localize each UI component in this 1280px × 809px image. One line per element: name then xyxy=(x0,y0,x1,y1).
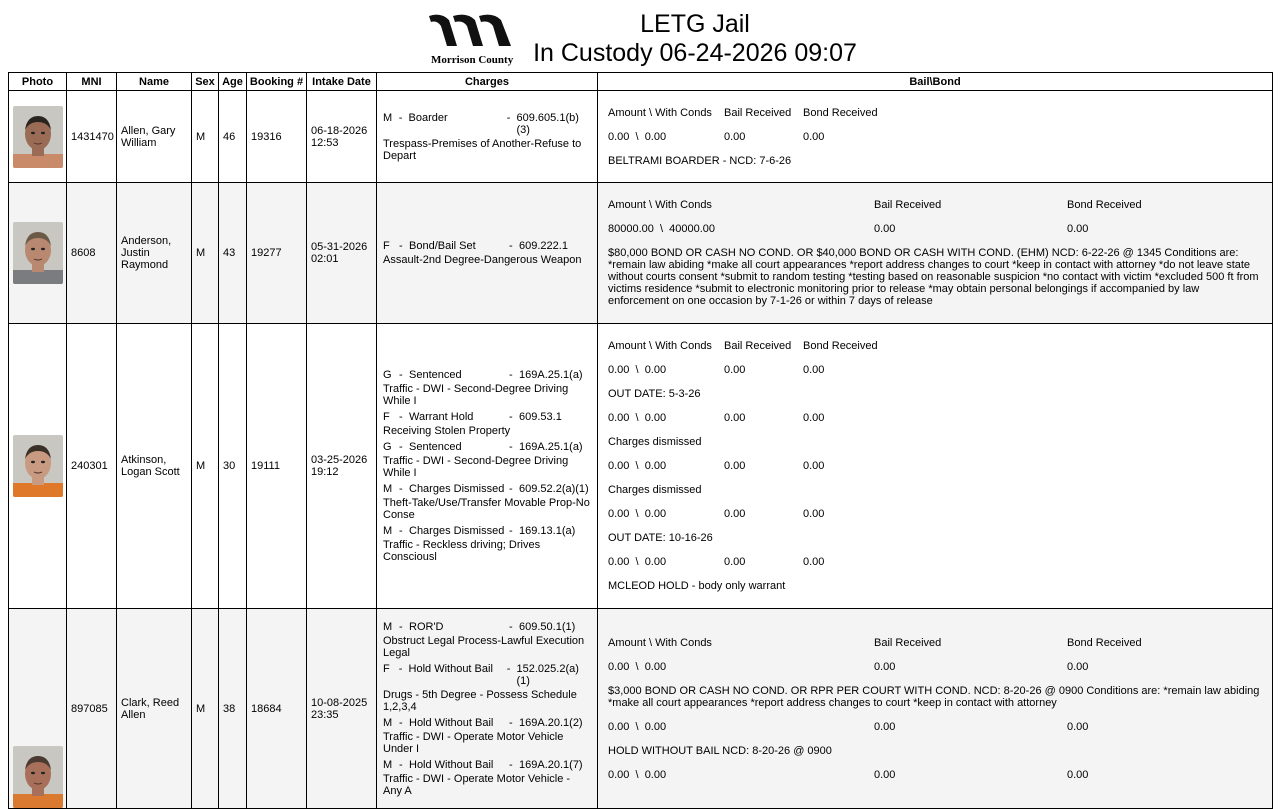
booking-value: 19277 xyxy=(251,247,282,259)
mugshot-image[interactable] xyxy=(13,222,63,284)
separator: - xyxy=(399,411,403,423)
bail-labels-row xyxy=(608,199,1262,211)
photo-cell xyxy=(9,183,67,324)
booking-cell xyxy=(247,183,307,324)
mni-cell xyxy=(67,91,117,183)
age-value: 46 xyxy=(223,130,236,143)
bail-bail-value: 0.00 xyxy=(724,556,746,568)
intake-date-cell xyxy=(307,183,377,324)
charge-type: Boarder xyxy=(408,111,448,124)
charge-statute: 169A.20.1(7) xyxy=(519,758,583,771)
bail-label-bail: Bail Received xyxy=(874,636,942,649)
sex-cell xyxy=(192,183,219,324)
booking-value: 18684 xyxy=(251,702,282,715)
bail-bond-value: 0.00 xyxy=(803,364,825,376)
bail-labels-row xyxy=(608,107,1262,119)
bail-note: Charges dismissed xyxy=(608,484,702,496)
col-header-age[interactable]: Age xyxy=(219,73,247,91)
charge-item xyxy=(383,369,591,407)
charge-header xyxy=(383,525,591,537)
name-value: Atkinson, Logan Scott xyxy=(121,454,180,478)
charge-header xyxy=(383,441,591,453)
name-cell xyxy=(117,91,192,183)
bail-amount-value: 0.00 \ 0.00 xyxy=(608,768,667,781)
bail-amount-value: 0.00 \ 0.00 xyxy=(608,556,667,568)
bail-bail-value: 0.00 xyxy=(874,768,896,781)
charge-header xyxy=(383,759,591,771)
age-cell xyxy=(219,609,247,809)
bail-values-row xyxy=(608,508,1262,520)
bail-bond-value: 0.00 xyxy=(803,556,825,568)
bail-bail-value: 0.00 xyxy=(874,720,896,733)
name-value: Anderson, Justin Raymond xyxy=(121,235,172,271)
charge-type: Charges Dismissed xyxy=(409,525,505,537)
inmate-row xyxy=(9,91,1273,183)
bail-values-row xyxy=(608,131,1262,143)
intake-date: 10-08-2025 xyxy=(311,696,368,709)
charge-statute: 169A.25.1(a) xyxy=(519,441,583,453)
charge-level: M xyxy=(383,716,393,729)
inmate-row xyxy=(9,324,1273,609)
charge-header xyxy=(383,369,591,381)
charge-type: Sentenced xyxy=(409,369,462,381)
bail-block xyxy=(602,197,1268,309)
bail-amount-value: 0.00 \ 0.00 xyxy=(608,460,667,472)
charge-level: M xyxy=(383,483,393,495)
bail-label-amount: Amount \ With Conds xyxy=(608,199,712,211)
logo-mark-icon xyxy=(427,12,517,50)
charge-item xyxy=(383,483,591,521)
mni-value: 240301 xyxy=(71,460,108,472)
charge-statute: 152.025.2(a)(1) xyxy=(516,662,579,687)
charge-statute: 609.50.1(1) xyxy=(519,620,576,633)
intake-time: 12:53 xyxy=(311,136,339,149)
age-cell xyxy=(219,91,247,183)
charge-description: Theft-Take/Use/Transfer Movable Prop-No Conse xyxy=(383,497,590,521)
col-header-charges[interactable]: Charges xyxy=(377,73,598,91)
bail-label-bond: Bond Received xyxy=(803,340,878,352)
col-header-photo[interactable]: Photo xyxy=(9,73,67,91)
bail-values-row xyxy=(608,556,1262,568)
charge-description: Traffic - DWI - Operate Motor Vehicle Under I xyxy=(383,730,564,755)
bail-note: OUT DATE: 10-16-26 xyxy=(608,532,713,544)
charge-level: G xyxy=(383,441,392,453)
inmate-row xyxy=(9,183,1273,324)
charge-statute: 169.13.1(a) xyxy=(519,525,576,537)
bail-amount-value: 0.00 \ 0.00 xyxy=(608,660,667,673)
bail-bond-value: 0.00 xyxy=(803,412,825,424)
charge-header xyxy=(383,483,591,495)
photo-cell xyxy=(9,324,67,609)
bail-note: HOLD WITHOUT BAIL NCD: 8-20-26 @ 0900 xyxy=(608,744,832,757)
separator: - xyxy=(398,111,403,124)
charge-header xyxy=(383,717,591,729)
charge-level: F xyxy=(383,411,390,423)
col-header-mni[interactable]: MNI xyxy=(67,73,117,91)
charge-type: Bond/Bail Set xyxy=(409,240,476,252)
bail-bond-value: 0.00 xyxy=(1067,660,1089,673)
separator: - xyxy=(398,662,403,675)
bail-label-bond: Bond Received xyxy=(803,106,878,119)
charge-level: M xyxy=(383,620,393,633)
charges-cell xyxy=(377,324,598,609)
intake-date-cell xyxy=(307,324,377,609)
morrison-county-logo xyxy=(427,12,525,68)
mni-cell xyxy=(67,609,117,809)
charge-item xyxy=(383,717,591,755)
name-cell xyxy=(117,183,192,324)
charge-header xyxy=(383,621,591,633)
intake-time: 19:12 xyxy=(311,466,339,478)
inmate-row xyxy=(9,609,1273,809)
bail-bond-value: 0.00 xyxy=(803,460,825,472)
separator: - xyxy=(509,441,513,453)
separator: - xyxy=(399,620,403,633)
bail-label-amount: Amount \ With Conds xyxy=(608,636,712,649)
charge-type: Warrant Hold xyxy=(409,411,474,423)
charge-type: Hold Without Bail xyxy=(409,716,494,729)
separator: - xyxy=(509,758,513,771)
charge-level: F xyxy=(383,240,390,252)
separator: - xyxy=(399,483,403,495)
bail-label-bail: Bail Received xyxy=(724,340,792,352)
charges-cell xyxy=(377,91,598,183)
intake-date-cell xyxy=(307,609,377,809)
separator: - xyxy=(399,758,403,771)
bail-label-amount: Amount \ With Conds xyxy=(608,340,712,352)
photo-cell xyxy=(9,609,67,809)
age-value: 43 xyxy=(223,247,236,259)
col-header-name[interactable]: Name xyxy=(117,73,192,91)
intake-date: 03-25-2026 xyxy=(311,454,368,466)
charge-header xyxy=(383,112,591,136)
bail-values-row xyxy=(608,460,1262,472)
name-value: Clark, Reed Allen xyxy=(121,696,180,721)
sex-cell xyxy=(192,609,219,809)
separator: - xyxy=(506,662,511,675)
mni-value: 1431470 xyxy=(71,130,114,143)
booking-cell xyxy=(247,324,307,609)
bail-bail-value: 0.00 xyxy=(724,364,746,376)
name-value: Allen, Gary William xyxy=(121,124,176,149)
intake-time: 23:35 xyxy=(311,708,339,721)
report-title xyxy=(530,10,860,68)
bail-bail-value: 0.00 xyxy=(874,660,896,673)
charges-cell xyxy=(377,609,598,809)
name-cell xyxy=(117,324,192,609)
age-value: 30 xyxy=(223,460,236,472)
bail-values-row xyxy=(608,661,1262,673)
charge-statute: 609.52.2(a)(1) xyxy=(519,483,589,495)
mni-cell xyxy=(67,183,117,324)
charge-type: Hold Without Bail xyxy=(409,758,494,771)
col-header-sex[interactable]: Sex xyxy=(192,73,219,91)
bail-note: $3,000 BOND OR CASH NO COND. OR RPR PER COURT WITH COND. NCD: 8-20-26 @ 0900 Conditions are: *remain law abiding *make all court appearances *report address changes to court *keep in contact with attorney xyxy=(608,684,1260,709)
charge-item xyxy=(383,112,591,162)
bail-labels-row xyxy=(608,340,1262,352)
sex-value: M xyxy=(196,130,206,143)
mugshot-image[interactable] xyxy=(13,746,63,808)
bail-bail-value: 0.00 xyxy=(724,130,746,143)
charge-statute: 609.605.1(b)(3) xyxy=(516,111,579,136)
col-header-bail-bond[interactable]: Bail\Bond xyxy=(598,73,1273,91)
report-header xyxy=(0,0,1280,72)
sex-value: M xyxy=(196,702,206,715)
mni-cell xyxy=(67,324,117,609)
charge-description: Assault-2nd Degree-Dangerous Weapon xyxy=(383,254,582,266)
charge-item xyxy=(383,411,591,437)
intake-time: 02:01 xyxy=(311,253,339,265)
booking-cell xyxy=(247,91,307,183)
charge-description: Trespass-Premises of Another-Refuse to Depart xyxy=(383,137,582,162)
charge-description: Drugs - 5th Degree - Possess Schedule 1,2,3,4 xyxy=(383,688,577,713)
charge-header xyxy=(383,411,591,423)
separator: - xyxy=(509,483,513,495)
photo-cell xyxy=(9,91,67,183)
col-header-intake-date[interactable]: Intake Date xyxy=(307,73,377,91)
bail-bond-value: 0.00 xyxy=(803,130,825,143)
charge-header xyxy=(383,663,591,687)
separator: - xyxy=(399,369,403,381)
bail-block xyxy=(602,338,1268,594)
bail-bail-value: 0.00 xyxy=(874,223,896,235)
title-line-1: LETG Jail xyxy=(640,10,750,38)
name-cell xyxy=(117,609,192,809)
bail-bond-value: 0.00 xyxy=(1067,223,1089,235)
bail-note: BELTRAMI BOARDER - NCD: 7-6-26 xyxy=(608,154,792,167)
bail-note: Charges dismissed xyxy=(608,436,702,448)
bail-bail-value: 0.00 xyxy=(724,412,746,424)
sex-value: M xyxy=(196,247,206,259)
separator: - xyxy=(399,525,403,537)
bail-amount-value: 0.00 \ 0.00 xyxy=(608,130,667,143)
bail-amount-value: 0.00 \ 0.00 xyxy=(608,364,667,376)
separator: - xyxy=(509,240,513,252)
bail-bond-cell xyxy=(598,609,1273,809)
bail-label-bail: Bail Received xyxy=(874,199,942,211)
charge-type: Charges Dismissed xyxy=(409,483,505,495)
intake-date: 05-31-2026 xyxy=(311,241,368,253)
charge-level: M xyxy=(383,525,393,537)
bail-label-bail: Bail Received xyxy=(724,106,792,119)
bail-labels-row xyxy=(608,637,1262,649)
separator: - xyxy=(509,620,513,633)
charge-statute: 169A.20.1(2) xyxy=(519,716,583,729)
charge-level: M xyxy=(383,758,393,771)
bail-values-row xyxy=(608,721,1262,733)
charge-level: F xyxy=(383,662,390,675)
charge-description: Traffic - DWI - Second-Degree Driving While I xyxy=(383,383,569,407)
charge-item xyxy=(383,759,591,797)
bail-bond-value: 0.00 xyxy=(1067,720,1089,733)
logo-text: Morrison County xyxy=(431,54,514,66)
bail-amount-value: 0.00 \ 0.00 xyxy=(608,412,667,424)
mni-value: 897085 xyxy=(71,702,108,715)
separator: - xyxy=(399,716,403,729)
age-cell xyxy=(219,324,247,609)
charge-statute: 169A.25.1(a) xyxy=(519,369,583,381)
bail-values-row xyxy=(608,769,1262,781)
sex-cell xyxy=(192,324,219,609)
charge-item xyxy=(383,663,591,713)
bail-block xyxy=(602,105,1268,169)
bail-note: OUT DATE: 5-3-26 xyxy=(608,388,701,400)
separator: - xyxy=(509,369,513,381)
booking-value: 19316 xyxy=(251,130,282,143)
bail-bond-value: 0.00 xyxy=(1067,768,1089,781)
bail-values-row xyxy=(608,223,1262,235)
bail-amount-value: 80000.00 \ 40000.00 xyxy=(608,223,716,235)
bail-bond-cell xyxy=(598,324,1273,609)
bail-amount-value: 0.00 \ 0.00 xyxy=(608,508,667,520)
sex-cell xyxy=(192,91,219,183)
separator: - xyxy=(509,411,513,423)
charge-description: Traffic - DWI - Second-Degree Driving While I xyxy=(383,455,569,479)
charge-type: Hold Without Bail xyxy=(408,662,493,675)
col-header-booking[interactable]: Booking # xyxy=(247,73,307,91)
charge-description: Traffic - DWI - Operate Motor Vehicle - Any A xyxy=(383,772,571,797)
mugshot-image[interactable] xyxy=(13,435,63,497)
bail-bond-cell xyxy=(598,91,1273,183)
charge-statute: 609.222.1 xyxy=(519,240,568,252)
bail-label-amount: Amount \ With Conds xyxy=(608,106,712,119)
bail-label-bond: Bond Received xyxy=(1067,636,1142,649)
booking-cell xyxy=(247,609,307,809)
intake-date: 06-18-2026 xyxy=(311,124,368,137)
age-cell xyxy=(219,183,247,324)
charge-item xyxy=(383,441,591,479)
charges-cell xyxy=(377,183,598,324)
sex-value: M xyxy=(196,460,206,472)
separator: - xyxy=(509,525,513,537)
charge-header xyxy=(383,240,591,252)
charge-item xyxy=(383,525,591,563)
booking-value: 19111 xyxy=(251,460,280,472)
bail-block xyxy=(602,635,1268,783)
mugshot-image[interactable] xyxy=(13,106,63,168)
bail-values-row xyxy=(608,364,1262,376)
charge-item xyxy=(383,240,591,266)
age-value: 38 xyxy=(223,702,236,715)
charge-statute: 609.53.1 xyxy=(519,411,562,423)
separator: - xyxy=(509,716,513,729)
separator: - xyxy=(399,240,403,252)
bail-note: $80,000 BOND OR CASH NO COND. OR $40,000 BOND OR CASH WITH COND. (EHM) NCD: 6-22-26 @ 1345 Conditions are: *remain law abiding *make all court appearances *report address changes to court *keep in contact with attorney *do not leave state without courts consent *submit to random testing *testing based on reasonable suspicion *no contact with victim *excluded 500 ft from victims residence *submit to electronic monitoring prior to release *may obtain personal belongings if accompanied by law enforcement on one occasion by 7-1-26 or within 7 days of release xyxy=(608,247,1259,307)
charge-description: Traffic - Reckless driving; Drives Consciousl xyxy=(383,539,541,563)
bail-values-row xyxy=(608,412,1262,424)
charge-type: ROR'D xyxy=(409,620,444,633)
bail-amount-value: 0.00 \ 0.00 xyxy=(608,720,667,733)
custody-table xyxy=(8,72,1273,809)
bail-bond-value: 0.00 xyxy=(803,508,825,520)
bail-label-bond: Bond Received xyxy=(1067,199,1142,211)
charge-type: Sentenced xyxy=(409,441,462,453)
bail-note: MCLEOD HOLD - body only warrant xyxy=(608,580,786,592)
bail-bond-cell xyxy=(598,183,1273,324)
intake-date-cell xyxy=(307,91,377,183)
bail-bail-value: 0.00 xyxy=(724,508,746,520)
bail-bail-value: 0.00 xyxy=(724,460,746,472)
separator: - xyxy=(506,111,511,124)
title-line-2: In Custody 06-24-2026 09:07 xyxy=(533,39,857,67)
charge-description: Obstruct Legal Process-Lawful Execution Legal xyxy=(383,634,585,659)
separator: - xyxy=(399,441,403,453)
table-header-row xyxy=(9,73,1273,91)
charge-level: M xyxy=(383,111,393,124)
charge-description: Receiving Stolen Property xyxy=(383,425,511,437)
charge-item xyxy=(383,621,591,659)
mni-value: 8608 xyxy=(71,247,96,259)
charge-level: G xyxy=(383,369,392,381)
